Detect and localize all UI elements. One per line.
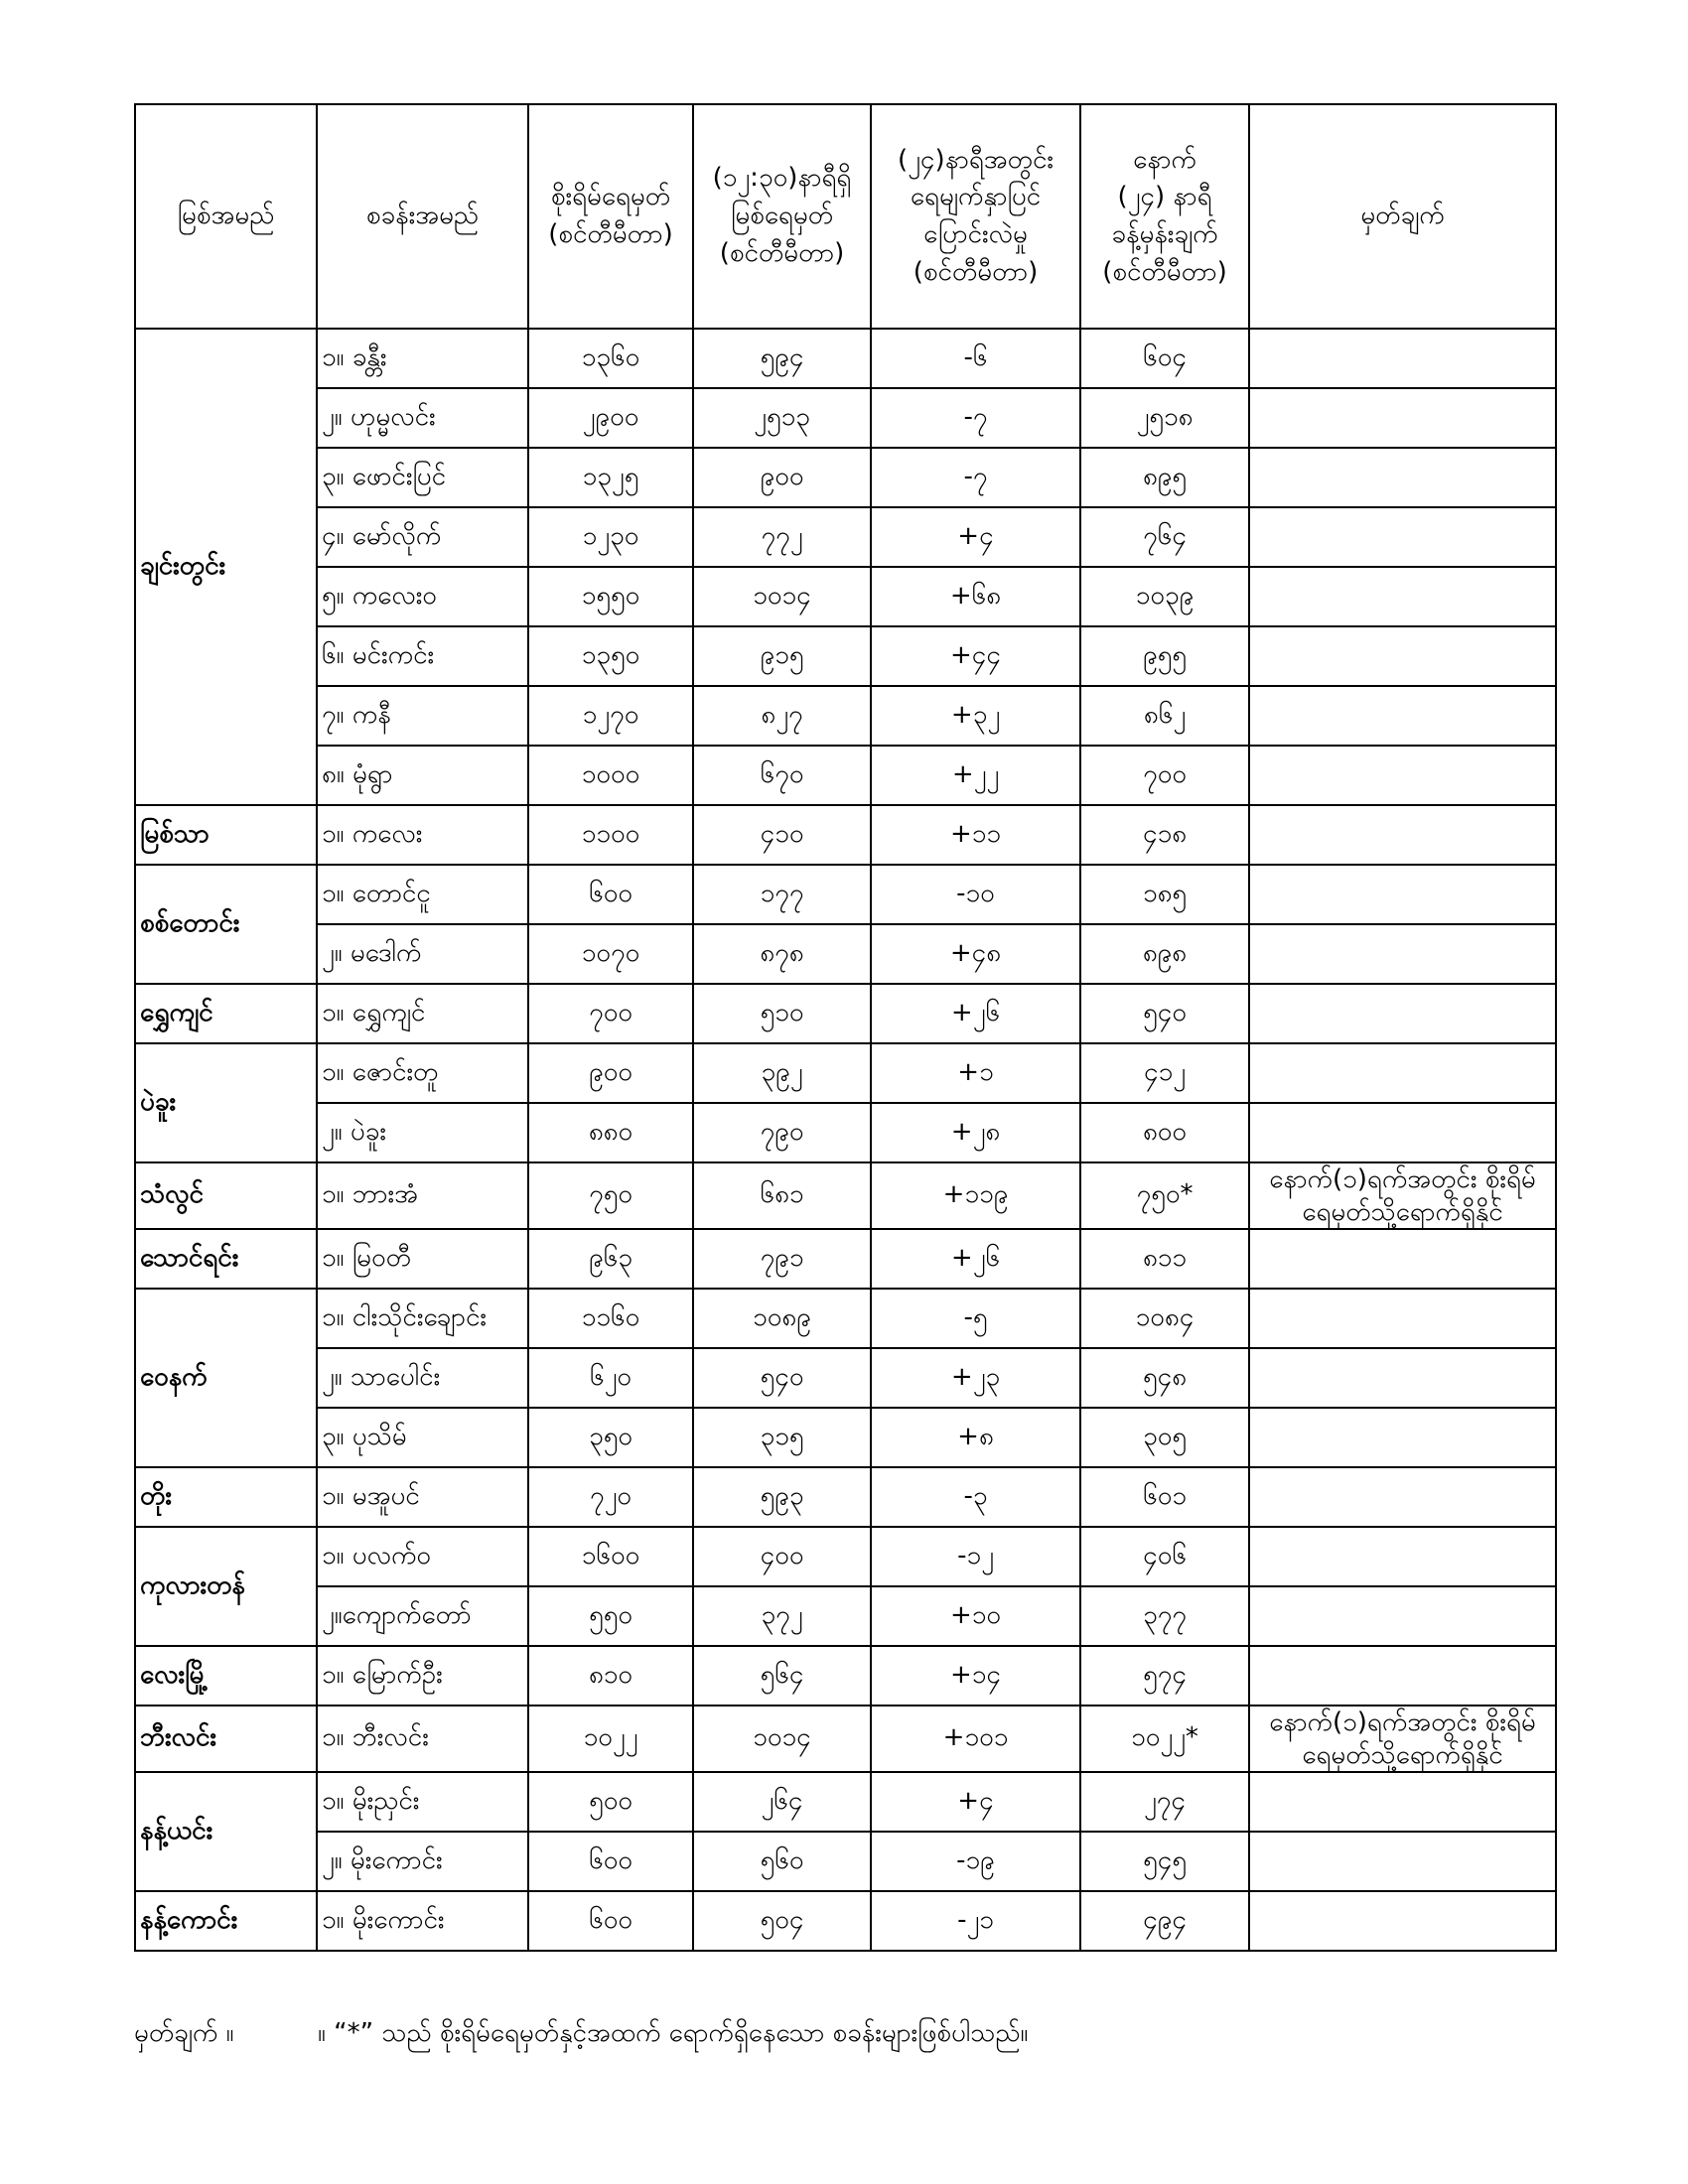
forecast-level: ၈၉၅ <box>1080 448 1249 507</box>
remark: နောက်(၁)ရက်အတွင်း စိုးရိမ်ရေမှတ်သို့ရောက်ရှိနိုင် <box>1249 1162 1556 1229</box>
forecast-level: ၄၁၈ <box>1080 805 1249 865</box>
table-row <box>135 984 1556 1043</box>
header-line: မြစ်အမည် <box>177 201 275 231</box>
level-change: +၄၈ <box>871 924 1080 984</box>
forecast-level: ၁၀၃၉ <box>1080 567 1249 626</box>
danger-level: ၈၁၀ <box>528 1646 693 1706</box>
danger-level: ၁၀၀၀ <box>528 746 693 805</box>
station-name: ၁။ ဘီးလင်း <box>317 1706 528 1772</box>
remark <box>1249 984 1556 1043</box>
remark <box>1249 805 1556 865</box>
table-header <box>135 104 1556 329</box>
station-name: ၈။ မုံရွာ <box>317 746 528 805</box>
river-name: သောင်ရင်း <box>135 1229 317 1289</box>
forecast-level: ၅၄၀ <box>1080 984 1249 1043</box>
remark <box>1249 1646 1556 1706</box>
danger-level: ၉၀၀ <box>528 1043 693 1103</box>
level-change: -၂၁ <box>871 1891 1080 1951</box>
forecast-level: ၃၇၇ <box>1080 1586 1249 1646</box>
header-line: မြစ်ရေမှတ် <box>730 201 834 231</box>
level-change: +၁၁၉ <box>871 1162 1080 1229</box>
danger-level: ၃၅၀ <box>528 1408 693 1467</box>
header-line: နောက် <box>1133 144 1196 175</box>
level-change: +၁၀ <box>871 1586 1080 1646</box>
danger-level: ၁၀၇၀ <box>528 924 693 984</box>
remark <box>1249 1832 1556 1891</box>
remark <box>1249 924 1556 984</box>
table-row <box>135 1289 1556 1348</box>
header-line: ရေမျက်နှာပြင် <box>910 182 1042 212</box>
remark <box>1249 1043 1556 1103</box>
table-row <box>135 329 1556 388</box>
level-change: -၇ <box>871 388 1080 448</box>
water-level: ၁၇၇ <box>693 865 871 924</box>
remark <box>1249 1527 1556 1586</box>
level-change: +၄၄ <box>871 626 1080 686</box>
footnote-label: မှတ်ချက် ။ <box>134 2018 234 2048</box>
station-name: ၁။ ဇောင်းတူ <box>317 1043 528 1103</box>
danger-level: ၉၆၃ <box>528 1229 693 1289</box>
water-level: ၆၇၀ <box>693 746 871 805</box>
level-change: +၆၈ <box>871 567 1080 626</box>
forecast-level: ၆၀၄ <box>1080 329 1249 388</box>
water-level: ၁၀၁၄ <box>693 1706 871 1772</box>
level-change: -၇ <box>871 448 1080 507</box>
station-name: ၂။ မဒေါက် <box>317 924 528 984</box>
water-level: ၃၇၂ <box>693 1586 871 1646</box>
danger-level: ၁၃၂၅ <box>528 448 693 507</box>
header-line: (စင်တီမီတာ) <box>913 256 1039 287</box>
station-name: ၃။ ပုသိမ် <box>317 1408 528 1467</box>
table-row <box>135 1891 1556 1951</box>
header-line: (စင်တီမီတာ) <box>548 219 673 249</box>
station-name: ၁။ ခန္တီး <box>317 329 528 388</box>
river-name: နန့်ကောင်း <box>135 1891 317 1951</box>
table-row <box>135 1646 1556 1706</box>
danger-level: ၇၀၀ <box>528 984 693 1043</box>
level-change: +၁၄ <box>871 1646 1080 1706</box>
water-level: ၁၀၁၄ <box>693 567 871 626</box>
station-name: ၂။ ပဲခူး <box>317 1103 528 1162</box>
station-name: ၃။ ဖောင်းပြင် <box>317 448 528 507</box>
water-level: ၅၉၃ <box>693 1467 871 1527</box>
river-name: ကုလားတန် <box>135 1527 317 1646</box>
river-name: မြစ်သာ <box>135 805 317 865</box>
river-name: ရွှေကျင် <box>135 984 317 1043</box>
station-name: ၇။ ကနီ <box>317 686 528 746</box>
table-row <box>135 865 1556 924</box>
station-name: ၆။ မင်းကင်း <box>317 626 528 686</box>
danger-level: ၁၅၅၀ <box>528 567 693 626</box>
danger-level: ၆၂၀ <box>528 1348 693 1408</box>
water-level: ၈၇၈ <box>693 924 871 984</box>
level-change: +၂၆ <box>871 984 1080 1043</box>
remark <box>1249 1467 1556 1527</box>
water-level: ၇၉၀ <box>693 1103 871 1162</box>
remark <box>1249 1229 1556 1289</box>
water-level: ၉၁၅ <box>693 626 871 686</box>
level-change: +၈ <box>871 1408 1080 1467</box>
header-line: (စင်တီမီတာ) <box>1102 256 1227 287</box>
table-row <box>135 626 1556 686</box>
level-change: -၆ <box>871 329 1080 388</box>
remark <box>1249 1772 1556 1832</box>
footnote <box>134 2015 1028 2054</box>
water-level: ၄၀၀ <box>693 1527 871 1586</box>
water-level: ၃၁၅ <box>693 1408 871 1467</box>
table-row <box>135 924 1556 984</box>
water-level: ၇၉၁ <box>693 1229 871 1289</box>
remark <box>1249 1891 1556 1951</box>
table-row <box>135 1706 1556 1772</box>
river-name: စစ်တောင်း <box>135 865 317 984</box>
water-level: ၂၆၄ <box>693 1772 871 1832</box>
header-line: ခန့်မှန်းချက် <box>1111 219 1218 249</box>
table-row <box>135 388 1556 448</box>
station-name: ၁။ မြဝတီ <box>317 1229 528 1289</box>
river-name: သံလွင် <box>135 1162 317 1229</box>
forecast-level: ၅၇၄ <box>1080 1646 1249 1706</box>
danger-level: ၁၁၆၀ <box>528 1289 693 1348</box>
level-change: +၃၂ <box>871 686 1080 746</box>
station-name: ၁။ ဘားအံ <box>317 1162 528 1229</box>
remark <box>1249 1103 1556 1162</box>
danger-level: ၁၀၂၂ <box>528 1706 693 1772</box>
forecast-level: ၆၀၁ <box>1080 1467 1249 1527</box>
header-remarks <box>1249 104 1556 329</box>
header-line: (စင်တီမီတာ) <box>719 237 845 268</box>
forecast-level: ၇၅၀* <box>1080 1162 1249 1229</box>
danger-level: ၇၅၀ <box>528 1162 693 1229</box>
level-change: +၂၃ <box>871 1348 1080 1408</box>
danger-level: ၁၃၆၀ <box>528 329 693 388</box>
danger-level: ၇၂၀ <box>528 1467 693 1527</box>
level-change: +၁ <box>871 1043 1080 1103</box>
forecast-level: ၄၁၂ <box>1080 1043 1249 1103</box>
header-line: ပြောင်းလဲမှု <box>923 219 1028 249</box>
table-row <box>135 1772 1556 1832</box>
water-level: ၅၄၀ <box>693 1348 871 1408</box>
header-line: (၁၂:၃၀)နာရီရှိ <box>712 163 852 194</box>
forecast-level: ၈၉၈ <box>1080 924 1249 984</box>
danger-level: ၁၁၀၀ <box>528 805 693 865</box>
river-name: ချင်းတွင်း <box>135 329 317 805</box>
forecast-level: ၇၀၀ <box>1080 746 1249 805</box>
table-row <box>135 686 1556 746</box>
header-river-name <box>135 104 317 329</box>
header-forecast-24h <box>1080 104 1249 329</box>
level-change: +၁၀၁ <box>871 1706 1080 1772</box>
remark <box>1249 865 1556 924</box>
danger-level: ၅၀၀ <box>528 1772 693 1832</box>
table-row <box>135 1408 1556 1467</box>
water-level: ၈၂၇ <box>693 686 871 746</box>
level-change: -၁၀ <box>871 865 1080 924</box>
table-row <box>135 1043 1556 1103</box>
header-station-name <box>317 104 528 329</box>
water-level: ၆၈၁ <box>693 1162 871 1229</box>
level-change: -၃ <box>871 1467 1080 1527</box>
water-level: ၇၇၂ <box>693 507 871 567</box>
table-row <box>135 507 1556 567</box>
level-change: +၂၂ <box>871 746 1080 805</box>
header-line: (၂၄) နာရီ <box>1117 182 1212 212</box>
level-change: -၅ <box>871 1289 1080 1348</box>
forecast-level: ၁၀၈၄ <box>1080 1289 1249 1348</box>
water-level: ၉၀၀ <box>693 448 871 507</box>
station-name: ၁။ ကလေး <box>317 805 528 865</box>
forecast-level: ၈၁၁ <box>1080 1229 1249 1289</box>
station-name: ၁။ ရွှေကျင် <box>317 984 528 1043</box>
danger-level: ၆၀၀ <box>528 1832 693 1891</box>
table-row <box>135 1586 1556 1646</box>
water-level: ၅၉၄ <box>693 329 871 388</box>
water-level: ၂၅၁၃ <box>693 388 871 448</box>
header-danger-level <box>528 104 693 329</box>
remark <box>1249 329 1556 388</box>
table-row <box>135 1832 1556 1891</box>
header-line: (၂၄)နာရီအတွင်း <box>898 144 1054 175</box>
river-name: ပဲခူး <box>135 1043 317 1162</box>
remark <box>1249 746 1556 805</box>
river-name: တိုး <box>135 1467 317 1527</box>
danger-level: ၁၃၅၀ <box>528 626 693 686</box>
header-line: စိုးရိမ်ရေမှတ် <box>550 182 671 212</box>
water-level: ၃၉၂ <box>693 1043 871 1103</box>
level-change: +၂၈ <box>871 1103 1080 1162</box>
danger-level: ၁၂၇၀ <box>528 686 693 746</box>
remark <box>1249 448 1556 507</box>
header-change-24h <box>871 104 1080 329</box>
water-level: ၅၀၄ <box>693 1891 871 1951</box>
danger-level: ၅၅၀ <box>528 1586 693 1646</box>
danger-level: ၁၆၀၀ <box>528 1527 693 1586</box>
forecast-level: ၈၆၂ <box>1080 686 1249 746</box>
table-row <box>135 805 1556 865</box>
header-line: မှတ်ချက် <box>1360 201 1445 231</box>
station-name: ၂။ကျောက်တော် <box>317 1586 528 1646</box>
forecast-level: ၅၄၈ <box>1080 1348 1249 1408</box>
danger-level: ၂၉၀၀ <box>528 388 693 448</box>
header-water-level <box>693 104 871 329</box>
station-name: ၂။ ဟုမ္မလင်း <box>317 388 528 448</box>
station-name: ၂။ သာပေါင်း <box>317 1348 528 1408</box>
forecast-level: ၇၆၄ <box>1080 507 1249 567</box>
forecast-level: ၉၅၅ <box>1080 626 1249 686</box>
table-row <box>135 1162 1556 1229</box>
table-row <box>135 1467 1556 1527</box>
level-change: +၄ <box>871 1772 1080 1832</box>
level-change: -၁၉ <box>871 1832 1080 1891</box>
level-change: -၁၂ <box>871 1527 1080 1586</box>
station-name: ၄။ မော်လိုက် <box>317 507 528 567</box>
footnote-text: ။ “*” သည် စိုးရိမ်ရေမှတ်နှင့်အထက် ရောက်ရှိနေသော စခန်းများဖြစ်ပါသည်။ <box>318 2018 1029 2048</box>
station-name: ၁။ မြောက်ဦး <box>317 1646 528 1706</box>
forecast-level: ၁၈၅ <box>1080 865 1249 924</box>
remark <box>1249 1348 1556 1408</box>
level-change: +၁၁ <box>871 805 1080 865</box>
water-level: ၅၆၄ <box>693 1646 871 1706</box>
station-name: ၁။ မိုးကောင်း <box>317 1891 528 1951</box>
table-row <box>135 746 1556 805</box>
table-row <box>135 1348 1556 1408</box>
danger-level: ၁၂၃၀ <box>528 507 693 567</box>
water-level: ၅၆၀ <box>693 1832 871 1891</box>
remark <box>1249 686 1556 746</box>
table-row <box>135 567 1556 626</box>
remark <box>1249 1289 1556 1348</box>
remark <box>1249 388 1556 448</box>
river-name: နန့်ယင်း <box>135 1772 317 1891</box>
header-row <box>135 104 1556 329</box>
river-name: ဝေနက် <box>135 1289 317 1467</box>
river-name: လေးမြို့ <box>135 1646 317 1706</box>
station-name: ၅။ ကလေးဝ <box>317 567 528 626</box>
remark <box>1249 1586 1556 1646</box>
river-name: ဘီးလင်း <box>135 1706 317 1772</box>
water-level: ၅၁၀ <box>693 984 871 1043</box>
water-level: ၁၀၈၉ <box>693 1289 871 1348</box>
forecast-level: ၂၇၄ <box>1080 1772 1249 1832</box>
station-name: ၂။ မိုးကောင်း <box>317 1832 528 1891</box>
danger-level: ၆၀၀ <box>528 1891 693 1951</box>
header-line: စခန်းအမည် <box>365 201 480 231</box>
remark <box>1249 567 1556 626</box>
forecast-level: ၅၄၅ <box>1080 1832 1249 1891</box>
table-row <box>135 448 1556 507</box>
forecast-level: ၂၅၁၈ <box>1080 388 1249 448</box>
table-row <box>135 1229 1556 1289</box>
forecast-level: ၈၀၀ <box>1080 1103 1249 1162</box>
station-name: ၁။ ငါးသိုင်းချောင်း <box>317 1289 528 1348</box>
level-change: +၄ <box>871 507 1080 567</box>
danger-level: ၈၈၀ <box>528 1103 693 1162</box>
water-level: ၄၁၀ <box>693 805 871 865</box>
table-row <box>135 1103 1556 1162</box>
remark: နောက်(၁)ရက်အတွင်း စိုးရိမ်ရေမှတ်သို့ရောက်ရှိနိုင် <box>1249 1706 1556 1772</box>
forecast-level: ၄၉၄ <box>1080 1891 1249 1951</box>
river-level-table <box>134 103 1557 1952</box>
forecast-level: ၁၀၂၂* <box>1080 1706 1249 1772</box>
station-name: ၁။ မိုးညှင်း <box>317 1772 528 1832</box>
remark <box>1249 507 1556 567</box>
remark <box>1249 626 1556 686</box>
level-change: +၂၆ <box>871 1229 1080 1289</box>
table-body <box>135 329 1556 1951</box>
forecast-level: ၄၀၆ <box>1080 1527 1249 1586</box>
table-row <box>135 1527 1556 1586</box>
forecast-level: ၃၀၅ <box>1080 1408 1249 1467</box>
remark <box>1249 1408 1556 1467</box>
station-name: ၁။ မအူပင် <box>317 1467 528 1527</box>
station-name: ၁။ ပလက်ဝ <box>317 1527 528 1586</box>
danger-level: ၆၀၀ <box>528 865 693 924</box>
station-name: ၁။ တောင်ငူ <box>317 865 528 924</box>
